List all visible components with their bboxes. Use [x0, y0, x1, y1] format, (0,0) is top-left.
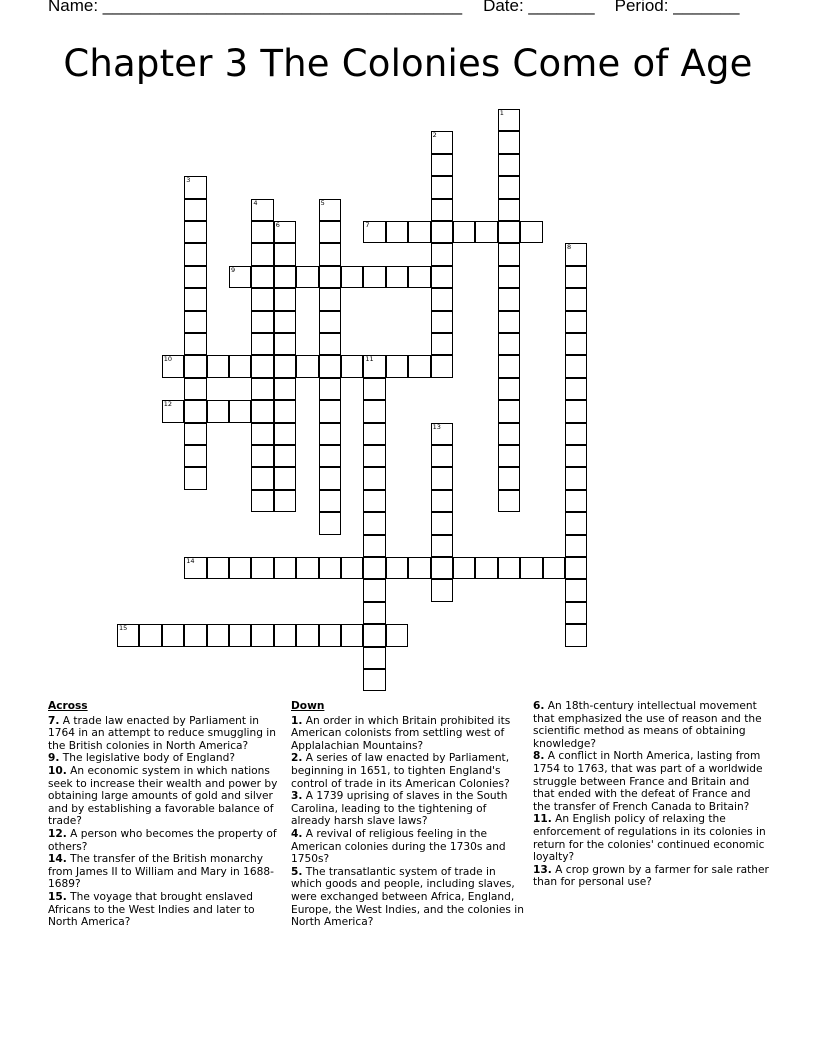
crossword-cell[interactable]: [363, 512, 385, 534]
clue-number: 2: [432, 131, 437, 140]
clue-number-label: 14.: [48, 853, 67, 866]
crossword-cell[interactable]: [229, 266, 251, 288]
crossword-cell[interactable]: [565, 355, 587, 377]
crossword-cell[interactable]: [475, 557, 497, 579]
crossword-cell[interactable]: [184, 221, 206, 243]
clue-number-label: 8.: [533, 750, 545, 763]
crossword-cell[interactable]: [319, 221, 341, 243]
clue-text: A conflict in North America, lasting from 1754 to 1763, that was part of a worldwide struggle between France and Britain and that ended with the defeat of France and the transfer of French Canada to Britain?: [533, 750, 763, 813]
clue-item: [533, 813, 769, 863]
clue-number-label: 5.: [291, 865, 303, 878]
crossword-cell[interactable]: [184, 355, 206, 377]
clue-item: [291, 752, 527, 790]
crossword-cell[interactable]: [184, 400, 206, 422]
crossword-cell[interactable]: [319, 243, 341, 265]
crossword-cell[interactable]: [431, 243, 453, 265]
crossword-cell[interactable]: [363, 624, 385, 646]
crossword-cell[interactable]: [498, 400, 520, 422]
down-clues-continued: [533, 700, 769, 889]
crossword-cell[interactable]: [565, 400, 587, 422]
crossword-cell[interactable]: [565, 490, 587, 512]
crossword-cell[interactable]: [498, 154, 520, 176]
across-heading: Across: [48, 700, 88, 712]
crossword-cell[interactable]: [475, 221, 497, 243]
crossword-cell[interactable]: [319, 624, 341, 646]
clue-text: The voyage that brought enslaved Africans to the West Indies and later to North America?: [48, 890, 255, 929]
crossword-cell[interactable]: [565, 243, 587, 265]
crossword-cell[interactable]: [319, 490, 341, 512]
crossword-cell[interactable]: [274, 355, 296, 377]
crossword-cell[interactable]: [251, 355, 273, 377]
down-heading: Down: [291, 700, 325, 712]
crossword-cell[interactable]: [363, 266, 385, 288]
crossword-cell[interactable]: [319, 199, 341, 221]
clue-number: 11: [365, 355, 374, 364]
crossword-cell[interactable]: [274, 467, 296, 489]
crossword-cell[interactable]: [498, 288, 520, 310]
crossword-cell[interactable]: [498, 131, 520, 153]
crossword-cell[interactable]: [184, 266, 206, 288]
crossword-cell[interactable]: [431, 445, 453, 467]
crossword-cell[interactable]: [431, 131, 453, 153]
clue-text: An economic system in which nations seek to increase their wealth and power by obtaining large amounts of gold and silver and by establishing a favorable balance of trade?: [48, 764, 278, 828]
crossword-cell[interactable]: [184, 557, 206, 579]
crossword-cell[interactable]: [251, 221, 273, 243]
crossword-cell[interactable]: [431, 176, 453, 198]
crossword-cell[interactable]: [565, 624, 587, 646]
clue-number-label: 13.: [533, 863, 552, 876]
clue-number: 4: [253, 198, 258, 207]
crossword-cell[interactable]: [565, 602, 587, 624]
page-title: Chapter 3 The Colonies Come of Age: [63, 42, 753, 85]
clue-number-label: 7.: [48, 714, 60, 727]
clue-text: An order in which Britain prohibited its American colonists from settling west of Applalachian Mountains?: [291, 714, 511, 752]
crossword-cell[interactable]: [251, 311, 273, 333]
crossword-cell[interactable]: [363, 535, 385, 557]
crossword-cell[interactable]: [251, 490, 273, 512]
clue-item: [533, 700, 769, 750]
crossword-cell[interactable]: [184, 333, 206, 355]
crossword-cell[interactable]: [498, 243, 520, 265]
clue-number-label: 10.: [48, 764, 67, 777]
crossword-cell[interactable]: [251, 467, 273, 489]
crossword-cell[interactable]: [498, 490, 520, 512]
clue-number-label: 12.: [48, 827, 67, 840]
crossword-cell[interactable]: [565, 512, 587, 534]
crossword-cell[interactable]: [319, 355, 341, 377]
crossword-cell[interactable]: [386, 355, 408, 377]
clue-item: [48, 715, 283, 753]
clue-text: A trade law enacted by Parliament in 1764 in an attempt to reduce smuggling in the British colonies in North America?: [48, 714, 276, 752]
clue-text: A series of law enacted by Parliament, beginning in 1651, to tighten England's control of trade in its American Colonies?: [291, 752, 510, 790]
clue-item: [291, 828, 527, 866]
clue-item: [291, 715, 527, 753]
clue-text: An English policy of relaxing the enforcement of regulations in its colonies in return for the colonies' continued economic loyalty?: [533, 813, 766, 864]
crossword-cell[interactable]: [319, 400, 341, 422]
crossword-cell[interactable]: [251, 624, 273, 646]
crossword-cell[interactable]: [251, 243, 273, 265]
crossword-cell[interactable]: [431, 288, 453, 310]
crossword-cell[interactable]: [363, 602, 385, 624]
clue-number: 9: [231, 265, 236, 274]
name-field[interactable]: Name: ______________________________________: [48, 0, 463, 15]
clue-number: 15: [119, 624, 128, 633]
crossword-cell[interactable]: [251, 333, 273, 355]
clue-number-label: 1.: [291, 714, 303, 727]
crossword-cell[interactable]: [274, 490, 296, 512]
crossword-cell[interactable]: [207, 557, 229, 579]
crossword-cell[interactable]: [184, 467, 206, 489]
crossword-cell[interactable]: [274, 221, 296, 243]
crossword-cell[interactable]: [319, 266, 341, 288]
clue-number: 8: [567, 243, 572, 252]
crossword-cell[interactable]: [543, 557, 565, 579]
crossword-cell[interactable]: [363, 669, 385, 691]
crossword-cell[interactable]: [341, 355, 363, 377]
clue-number: 14: [186, 557, 195, 565]
crossword-cell[interactable]: [498, 176, 520, 198]
down-clues: [291, 700, 527, 929]
crossword-cell[interactable]: [184, 199, 206, 221]
crossword-cell[interactable]: [386, 624, 408, 646]
crossword-cell[interactable]: [386, 557, 408, 579]
crossword-cell[interactable]: [251, 378, 273, 400]
crossword-cell[interactable]: [498, 557, 520, 579]
crossword-cell[interactable]: [565, 445, 587, 467]
crossword-cell[interactable]: [251, 423, 273, 445]
clue-text: A person who becomes the property of others?: [48, 827, 277, 853]
crossword-cell[interactable]: [565, 378, 587, 400]
crossword-cell[interactable]: [274, 445, 296, 467]
crossword-cell[interactable]: [498, 109, 520, 131]
clue-number-label: 9.: [48, 752, 60, 765]
crossword-cell[interactable]: [274, 333, 296, 355]
crossword-cell[interactable]: [363, 378, 385, 400]
crossword-cell[interactable]: [565, 288, 587, 310]
crossword-cell[interactable]: [565, 535, 587, 557]
crossword-cell[interactable]: [319, 378, 341, 400]
crossword-cell[interactable]: [341, 624, 363, 646]
crossword-cell[interactable]: [431, 355, 453, 377]
crossword-cell[interactable]: [296, 624, 318, 646]
period-field[interactable]: Period: _______: [614, 0, 740, 15]
crossword-cell[interactable]: [565, 266, 587, 288]
crossword-cell[interactable]: [453, 221, 475, 243]
clue-item: [48, 828, 283, 853]
clue-number: 3: [186, 176, 191, 185]
crossword-cell[interactable]: [498, 266, 520, 288]
crossword-cell[interactable]: [565, 467, 587, 489]
crossword-cell[interactable]: [184, 624, 206, 646]
clue-text: The transfer of the British monarchy from James II to William and Mary in 1688-1689?: [48, 853, 274, 891]
crossword-cell[interactable]: [431, 535, 453, 557]
crossword-cell[interactable]: [319, 423, 341, 445]
crossword-cell[interactable]: [431, 557, 453, 579]
crossword-cell[interactable]: [431, 199, 453, 221]
crossword-cell[interactable]: [565, 333, 587, 355]
crossword-cell[interactable]: [251, 288, 273, 310]
clue-text: A crop grown by a farmer for sale rather than for personal use?: [533, 863, 769, 889]
crossword-cell[interactable]: [363, 467, 385, 489]
crossword-cell[interactable]: [386, 221, 408, 243]
clue-item: [291, 866, 527, 929]
clue-number-label: 15.: [48, 890, 67, 903]
crossword-cell[interactable]: [207, 355, 229, 377]
clue-number: 12: [163, 400, 173, 409]
clue-number: 6: [275, 221, 280, 229]
crossword-cell[interactable]: [251, 557, 273, 579]
clue-number-label: 4.: [291, 827, 303, 840]
crossword-cell[interactable]: [207, 624, 229, 646]
clue-text: An 18th-century intellectual movement that emphasized the use of reason and the scientific method as means of obtaining knowledge?: [533, 700, 762, 750]
crossword-cell[interactable]: [520, 557, 542, 579]
crossword-cell[interactable]: [319, 512, 341, 534]
crossword-cell[interactable]: [565, 311, 587, 333]
crossword-cell[interactable]: [274, 400, 296, 422]
crossword-cell[interactable]: [319, 445, 341, 467]
crossword-cell[interactable]: [498, 221, 520, 243]
crossword-cell[interactable]: [408, 557, 430, 579]
crossword-cell[interactable]: [363, 423, 385, 445]
crossword-cell[interactable]: [408, 266, 430, 288]
crossword-cell[interactable]: [184, 445, 206, 467]
crossword-cell[interactable]: [229, 624, 251, 646]
crossword-cell[interactable]: [341, 557, 363, 579]
crossword-cell[interactable]: [453, 557, 475, 579]
crossword-cell[interactable]: [229, 400, 251, 422]
across-clues: [48, 700, 283, 929]
crossword-cell[interactable]: [363, 490, 385, 512]
crossword-cell[interactable]: [296, 557, 318, 579]
crossword-cell[interactable]: [184, 311, 206, 333]
crossword-cell[interactable]: [184, 423, 206, 445]
crossword-cell[interactable]: [498, 355, 520, 377]
crossword-cell[interactable]: [184, 243, 206, 265]
crossword-cell[interactable]: [184, 176, 206, 198]
crossword-cell[interactable]: [565, 423, 587, 445]
crossword-cell[interactable]: [431, 266, 453, 288]
clue-number-label: 6.: [533, 700, 545, 712]
clue-item: [291, 790, 527, 828]
crossword-cell[interactable]: [319, 288, 341, 310]
crossword-cell[interactable]: [498, 311, 520, 333]
crossword-cell[interactable]: [431, 333, 453, 355]
clue-number: 5: [320, 198, 325, 207]
crossword-cell[interactable]: [274, 266, 296, 288]
crossword-cell[interactable]: [363, 400, 385, 422]
crossword-cell[interactable]: [184, 378, 206, 400]
crossword-cell[interactable]: [184, 288, 206, 310]
crossword-cell[interactable]: [431, 512, 453, 534]
crossword-cell[interactable]: [274, 624, 296, 646]
crossword-cell[interactable]: [431, 221, 453, 243]
crossword-cell[interactable]: [431, 467, 453, 489]
crossword-cell[interactable]: [162, 624, 184, 646]
crossword-cell[interactable]: [229, 557, 251, 579]
crossword-cell[interactable]: [319, 557, 341, 579]
clue-number-label: 11.: [533, 813, 552, 826]
crossword-cell[interactable]: [431, 579, 453, 601]
clue-item: [533, 864, 769, 889]
crossword-cell[interactable]: [386, 266, 408, 288]
crossword-cell[interactable]: [274, 311, 296, 333]
clue-text: A revival of religious feeling in the American colonies during the 1730s and 1750s?: [291, 827, 506, 866]
crossword-cell[interactable]: [363, 579, 385, 601]
crossword-cell[interactable]: [498, 333, 520, 355]
crossword-cell[interactable]: [139, 624, 161, 646]
crossword-cell[interactable]: [274, 288, 296, 310]
crossword-cell[interactable]: [408, 221, 430, 243]
crossword-cell[interactable]: [341, 266, 363, 288]
crossword-cell[interactable]: [229, 355, 251, 377]
crossword-cell[interactable]: [363, 445, 385, 467]
crossword-cell[interactable]: [162, 355, 184, 377]
crossword-cell[interactable]: [117, 624, 139, 646]
clue-number: 13: [432, 422, 441, 431]
crossword-cell[interactable]: [251, 445, 273, 467]
clue-number: 1: [499, 109, 504, 117]
clue-text: A 1739 uprising of slaves in the South Carolina, leading to the tightening of already harsh slave laws?: [291, 790, 508, 828]
clue-number-label: 3.: [291, 790, 303, 803]
clue-text: The legislative body of England?: [62, 752, 235, 765]
crossword-cell[interactable]: [251, 266, 273, 288]
crossword-cell[interactable]: [296, 266, 318, 288]
crossword-cell[interactable]: [565, 579, 587, 601]
crossword-cell[interactable]: [498, 467, 520, 489]
date-field[interactable]: Date: _______: [483, 0, 595, 15]
crossword-cell[interactable]: [431, 311, 453, 333]
crossword-cell[interactable]: [162, 400, 184, 422]
crossword-cell[interactable]: [431, 154, 453, 176]
clue-item: [48, 765, 283, 828]
crossword-cell[interactable]: [296, 355, 318, 377]
crossword-cell[interactable]: [274, 243, 296, 265]
crossword-cell[interactable]: [319, 333, 341, 355]
crossword-cell[interactable]: [431, 423, 453, 445]
clue-number: 10: [163, 355, 173, 364]
clue-text: The transatlantic system of trade in which goods and people, including slaves, were exchanged between Africa, England, Europe, the West Indies, and the colonies in North America?: [291, 865, 524, 929]
crossword-cell[interactable]: [363, 557, 385, 579]
clue-number-label: 2.: [291, 752, 303, 765]
crossword-cell[interactable]: [498, 199, 520, 221]
crossword-cell[interactable]: [363, 221, 385, 243]
crossword-cell[interactable]: [319, 467, 341, 489]
crossword-cell[interactable]: [408, 355, 430, 377]
crossword-cell[interactable]: [319, 311, 341, 333]
crossword-cell[interactable]: [498, 423, 520, 445]
crossword-cell[interactable]: [251, 400, 273, 422]
crossword-cell[interactable]: [498, 445, 520, 467]
clue-item: [48, 853, 283, 891]
crossword-cell[interactable]: [274, 378, 296, 400]
crossword-cell[interactable]: [498, 378, 520, 400]
crossword-cell[interactable]: [274, 557, 296, 579]
crossword-cell[interactable]: [565, 557, 587, 579]
crossword-cell[interactable]: [363, 355, 385, 377]
crossword-cell[interactable]: [363, 647, 385, 669]
crossword-cell[interactable]: [251, 199, 273, 221]
clue-number: 7: [365, 221, 370, 229]
clue-item: [533, 750, 769, 813]
crossword-cell[interactable]: [520, 221, 542, 243]
crossword-cell[interactable]: [207, 400, 229, 422]
crossword-cell[interactable]: [274, 423, 296, 445]
clue-item: [48, 752, 283, 765]
crossword-cell[interactable]: [431, 490, 453, 512]
clue-item: [48, 891, 283, 929]
